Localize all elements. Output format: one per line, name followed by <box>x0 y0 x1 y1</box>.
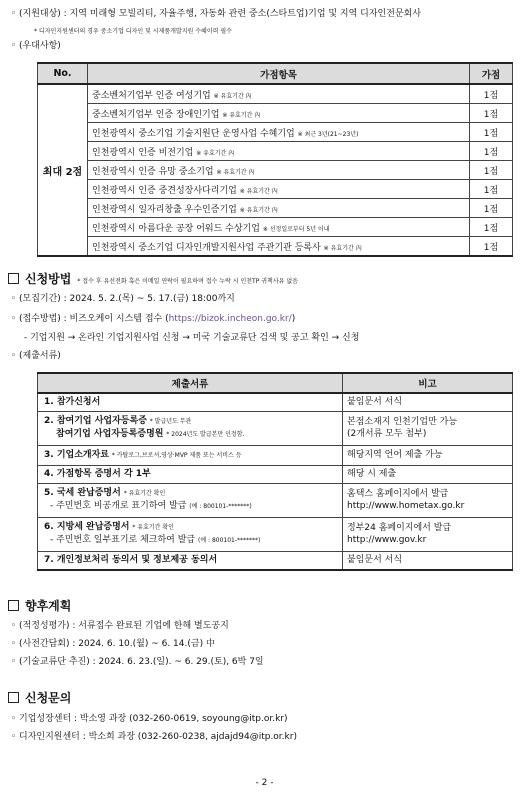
preference-item: 인천광역시 인증 비전기업 ※ 유효기간 內 <box>88 142 470 161</box>
doc-note: * 발급년도 무관 <box>149 418 192 425</box>
plan-line-2: ◦ (사전간담회) : 2024. 6. 10.(월) ~ 6. 14.(금) 中 <box>10 639 215 649</box>
header-docs: 제출서류 <box>38 373 343 393</box>
square-bullet-icon <box>8 692 19 703</box>
target-note: * 디자인지원센터의 경우 중소기업 디자인 및 시제품개발지원 수혜이력 필수 <box>34 28 232 35</box>
group-label: 최대 2점 <box>38 84 88 256</box>
remark-cell <box>343 445 513 465</box>
doc-title: 7. 개인정보처리 동의서 및 정보제공 동의서 <box>44 555 218 566</box>
header-remark: 비고 <box>343 373 513 393</box>
apply-period: ◦ (모집기간) : 2024. 5. 2.(목) ~ 5. 17.(금) 18:00까지 <box>10 294 235 304</box>
square-bullet-icon <box>8 273 19 284</box>
doc-cell <box>38 393 343 411</box>
preference-row <box>38 104 513 123</box>
preference-point: 1점 <box>470 237 513 257</box>
doc-title: 3. 기업소개자료 <box>44 449 109 460</box>
document-row <box>38 393 513 411</box>
document-row <box>38 483 513 517</box>
doc-remark: 홈택스 홈페이지에서 발급 <box>347 489 449 499</box>
preference-item: 인천광역시 아름다운 공장 어워드 수상기업 ※ 선정일로부터 5년 이내 <box>88 218 470 237</box>
doc-cell <box>38 517 343 551</box>
doc-subnote: (예 : 800101-*******) <box>197 537 261 544</box>
page-number: - 2 - <box>255 778 274 788</box>
preference-point: 1점 <box>470 218 513 237</box>
preference-point: 1점 <box>470 104 513 123</box>
preference-note: ※ 유효기간 內 <box>196 149 235 157</box>
doc-subnote: * 2024년도 발급본만 인정함. <box>166 431 245 438</box>
section-plan-title: 향후계획 <box>8 598 71 614</box>
preference-row <box>38 218 513 237</box>
preference-row <box>38 180 513 199</box>
remark-cell <box>343 551 513 570</box>
doc-cell <box>38 411 343 445</box>
apply-method: ◦ (접수방법) : 비즈오케이 시스템 접수 (https://bizok.incheon.go.kr/) <box>10 314 296 324</box>
preference-note: ※ 선정일로부터 5년 이내 <box>262 225 330 233</box>
preference-item: 중소벤처기업부 인증 여성기업 ※ 유효기간 內 <box>88 84 470 104</box>
remark-cell <box>343 483 513 517</box>
preference-item: 인천광역시 인증 유망 중소기업 ※ 유효기간 內 <box>88 161 470 180</box>
doc-remark-sub: http://www.hometax.go.kr <box>347 501 465 511</box>
doc-subline: - 주민번호 비공개로 표기하여 발급 <box>50 501 187 511</box>
preference-note: ※ 유효기간 內 <box>222 111 261 119</box>
remark-cell <box>343 465 513 483</box>
doc-remark: 해당 시 제출 <box>347 469 397 479</box>
preference-note: ※ 유효기간 內 <box>216 168 255 176</box>
preference-item: 인천광역시 인증 중견성장사다리기업 ※ 유효기간 內 <box>88 180 470 199</box>
header-item: 가점항목 <box>88 63 470 84</box>
doc-remark-sub: http://www.gov.kr <box>347 535 427 545</box>
doc-title: 1. 참가신청서 <box>44 397 101 408</box>
preference-point: 1점 <box>470 123 513 142</box>
doc-remark: 본점소재지 인천기업만 가능 <box>347 417 458 427</box>
preference-note: ※ 유효기간 內 <box>323 244 362 252</box>
doc-cell <box>38 483 343 517</box>
doc-remark: 붙임문서 서식 <box>347 397 403 408</box>
preference-row <box>38 237 513 257</box>
doc-remark: 붙임문서 서식 <box>347 555 403 566</box>
preference-point: 1점 <box>470 142 513 161</box>
doc-title: 2. 참여기업 사업자등록증 <box>44 416 147 426</box>
document-row <box>38 551 513 570</box>
doc-title: 4. 가점항목 증명서 각 1부 <box>44 469 151 479</box>
section-apply-title: 신청방법 * 접수 후 유선전화 혹은 이메일 연락이 필요하며 접수 누락 시 인천TP 귀책사유 없음 <box>8 271 298 290</box>
apply-method-steps: - 기업지원 → 온라인 기업지원사업 신청 → 미국 기술교류단 검색 및 공고 확인 → 신청 <box>24 333 360 343</box>
preference-row <box>38 199 513 218</box>
preference-row <box>38 84 513 104</box>
document-row <box>38 445 513 465</box>
preference-row <box>38 123 513 142</box>
doc-title: 5. 국세 완납증명서 <box>44 488 121 498</box>
doc-note: * 카탈로그,브로셔,영상·MVP 제품 또는 서비스 등 <box>111 451 242 459</box>
contact-line-2: ◦ 디자인지원센터 : 박소희 과장 (032-260-0238, ajdajd94@itp.or.kr) <box>10 732 297 742</box>
preference-point: 1점 <box>470 180 513 199</box>
preference-note: ※ 유효기간 內 <box>239 206 278 214</box>
doc-subline: 참여기업 사업자등록증명원 <box>56 429 164 439</box>
document-row <box>38 411 513 445</box>
header-point: 가점 <box>470 63 513 84</box>
doc-cell <box>38 465 343 483</box>
doc-remark: 정부24 홈페이지에서 발급 <box>347 523 452 533</box>
document-row <box>38 517 513 551</box>
remark-cell <box>343 393 513 411</box>
plan-line-3: ◦ (기술교류단 추진) : 2024. 6. 23.(일). ~ 6. 29.(토), 6박 7일 <box>10 657 264 667</box>
doc-note: * 유효기간 확인 <box>132 524 174 531</box>
docs-line: ◦ (제출서류) <box>10 351 61 361</box>
doc-cell <box>38 445 343 465</box>
doc-note: * 유효기간 확인 <box>123 490 166 497</box>
contact-line-1: ◦ 기업성장센터 : 박소영 과장 (032-260-0619, soyoung@itp.or.kr) <box>10 714 288 724</box>
remark-cell <box>343 411 513 445</box>
bizok-link[interactable]: https://bizok.incheon.go.kr/ <box>168 314 292 324</box>
doc-title: 6. 지방세 완납증명서 <box>44 522 130 532</box>
plan-line-1: ◦ (적정성평가) : 서류접수 완료된 기업에 한해 별도공지 <box>10 621 229 631</box>
preference-note: ※ 유효기간 內 <box>213 92 252 100</box>
doc-subnote: (예 : 800101-*******) <box>189 503 252 510</box>
doc-remark: 해당지역 언어 제출 가능 <box>347 450 443 460</box>
preference-point: 1점 <box>470 84 513 104</box>
preference-item: 인천광역시 중소기업 기술지원단 운영사업 수혜기업 ※ 최근 3년(21~23년) <box>88 123 470 142</box>
preference-row <box>38 161 513 180</box>
documents-table <box>37 372 513 571</box>
bullet: ◦ <box>10 9 17 19</box>
document-row <box>38 465 513 483</box>
apply-note: * 접수 후 유선전화 혹은 이메일 연락이 필요하며 접수 누락 시 인천TP 귀책사유 없음 <box>77 278 298 285</box>
preference-line: ◦ (우대사항) <box>10 41 61 51</box>
target-line: ◦ (지원대상) : 지역 미래형 모빌리티, 자율주행, 자동화 관련 중소(스타트업)기업 및 지역 디자인전문회사 <box>8 8 421 20</box>
doc-cell <box>38 551 343 570</box>
square-bullet-icon <box>8 600 19 611</box>
header-no: No. <box>38 63 88 84</box>
doc-remark-sub: (2개서류 모두 첨부) <box>347 429 427 439</box>
preference-point: 1점 <box>470 161 513 180</box>
section-contact-title: 신청문의 <box>8 690 71 706</box>
doc-subline: - 주민번호 일부표기로 체크하여 발급 <box>50 535 196 545</box>
preference-table <box>37 62 513 257</box>
preference-row <box>38 142 513 161</box>
remark-cell <box>343 517 513 551</box>
preference-item: 인천광역시 중소기업 디자인개발지원사업 주관기관 등록사 ※ 유효기간 內 <box>88 237 470 257</box>
preference-point: 1점 <box>470 199 513 218</box>
preference-note: ※ 유효기간 內 <box>239 187 278 195</box>
preference-note: ※ 최근 3년(21~23년) <box>297 130 359 138</box>
preference-item: 인천광역시 일자리창출 우수인증기업 ※ 유효기간 內 <box>88 199 470 218</box>
preference-item: 중소벤처기업부 인증 장애인기업 ※ 유효기간 內 <box>88 104 470 123</box>
